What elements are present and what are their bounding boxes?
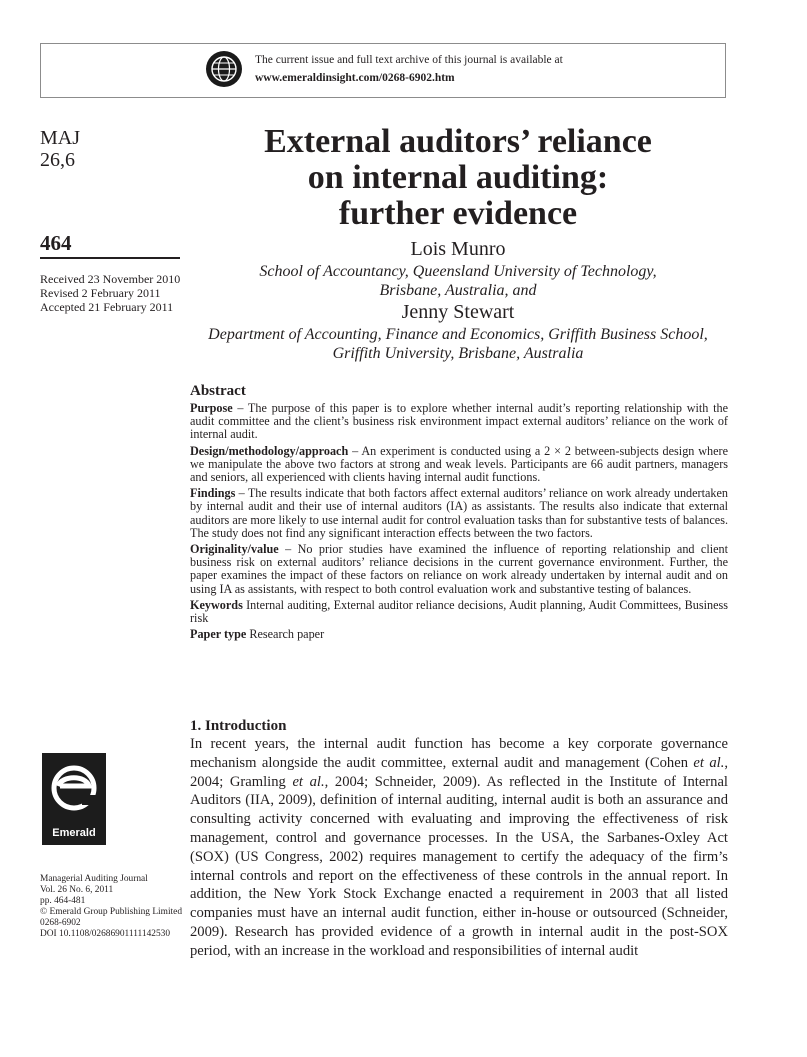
citation-block xyxy=(40,874,182,940)
abstract-text: – The results indicate that both factors affect external auditors’ reliance on work already undertaken by internal audit and their use of internal auditors (IA) as assistants. The results also indicate that external auditors are more likely to use internal audit for control evaluation tasks than for substantive tests of balances. The study does not find any significant interaction effects between the two factors. xyxy=(190,486,728,540)
article-title xyxy=(190,124,726,232)
citation-pages: pp. 464-481 xyxy=(40,896,86,906)
revised-date: Revised 2 February 2011 xyxy=(40,286,161,300)
abstract-label: Design/methodology/approach xyxy=(190,443,349,458)
page-number-rule xyxy=(40,257,180,259)
affiliation-line: School of Accountancy, Queensland University of Technology, xyxy=(259,263,657,280)
citation-volume: Vol. 26 No. 6, 2011 xyxy=(40,885,114,895)
received-date: Received 23 November 2010 xyxy=(40,272,181,286)
affiliation-line: Department of Accounting, Finance and Economics, Griffith Business School, xyxy=(208,326,708,343)
author-affiliation xyxy=(190,262,726,300)
archive-url-link[interactable]: www.emeraldinsight.com/0268-6902.htm xyxy=(255,72,455,84)
journal-archive-box xyxy=(40,43,726,98)
author-name: Jenny Stewart xyxy=(401,301,515,323)
author-affiliation xyxy=(190,325,726,363)
citation-journal: Managerial Auditing Journal xyxy=(40,874,148,884)
abstract-purpose xyxy=(190,402,728,442)
abstract-heading: Abstract xyxy=(190,383,246,399)
accepted-date: Accepted 21 February 2011 xyxy=(40,300,174,314)
abstract-design xyxy=(190,445,728,485)
abstract-section xyxy=(190,382,728,644)
archive-notice: The current issue and full text archive of this journal is available at xyxy=(255,54,563,66)
article-history xyxy=(40,272,180,314)
abstract-keywords xyxy=(190,599,728,625)
page-number: 464 xyxy=(40,231,72,255)
intro-text: , 2004; Schneider, 2009). As reflected in the Institute of Internal Auditors (IIA, 2009), definition of internal auditing, internal audit is both an assurance and consulting activity concerned with evaluating and improving the effectiveness of risk management, control and governance processes. In the USA, the Sarbanes-Oxley Act (SOX) (US Congress, 2002) requires management to certify the adequacy of the firm’s internal controls and report on the effectiveness of these controls in the annual report. In addition, the New York Stock Exchange enacted a requirement in 2003 that all listed companies must have an internal audit function, either in-house or outsourced (Schneider, 2009). Research has provided evidence of a growth in internal audit in the post-SOX period, with an increase in the workload and responsibilities of internal audit xyxy=(190,773,728,959)
emerald-e-icon xyxy=(42,753,106,827)
journal-volume-issue: 26,6 xyxy=(40,149,75,171)
introduction-paragraph xyxy=(190,735,728,961)
citation-issn: 0268-6902 xyxy=(40,918,81,928)
title-line: External auditors’ reliance xyxy=(264,123,652,160)
intro-etal: et al. xyxy=(693,754,725,771)
abstract-paper-type xyxy=(190,628,728,641)
citation-publisher: © Emerald Group Publishing Limited xyxy=(40,907,183,917)
section-heading: 1. Introduction xyxy=(190,718,287,734)
abstract-label: Originality/value xyxy=(190,542,279,557)
journal-abbreviation: MAJ xyxy=(40,127,81,149)
citation-doi: DOI 10.1108/02686901111142530 xyxy=(40,929,171,939)
emerald-logo-icon xyxy=(42,753,106,845)
abstract-text: – The purpose of this paper is to explore whether internal audit’s reporting relationship with the audit committee and the client’s business risk environment impact external auditors’ reliance on the work of internal audit. xyxy=(190,401,728,442)
abstract-findings xyxy=(190,487,728,540)
affiliation-line: Brisbane, Australia, and xyxy=(379,282,537,299)
intro-text: In recent years, the internal audit function has become a key corporate governance mechanism alongside the audit committee, external audit and management (Cohen xyxy=(190,736,728,771)
intro-etal: et al. xyxy=(292,773,325,790)
abstract-text: – An experiment is conducted using a 2 × 2 between-subjects design where we manipulate the above two factors at strong and weak levels. Participants are 66 audit partners, managers and seniors, all experienced with clients having internal audit functions. xyxy=(190,443,728,485)
abstract-label: Keywords xyxy=(190,597,243,612)
abstract-text: Internal auditing, External auditor reliance decisions, Audit planning, Audit Committees, Business risk xyxy=(190,597,728,626)
intro-text: , 2004; Gramling xyxy=(190,754,728,790)
abstract-label: Findings xyxy=(190,486,236,501)
abstract-label: Paper type xyxy=(190,627,247,642)
abstract-text: Research paper xyxy=(246,627,325,642)
globe-icon xyxy=(205,50,243,88)
emerald-wordmark: Emerald xyxy=(52,827,96,839)
abstract-text: – No prior studies have examined the influence of reporting relationship and client business risk on external auditors’ reliance decisions in the current governance environment. Further, the paper examines the impact of these factors on reliance on work already undertaken by internal audit and on using IA as assistants, with respect to both control evaluation work and substantive testing of balances. xyxy=(190,542,728,596)
title-line: on internal auditing: xyxy=(307,159,609,196)
title-line: further evidence xyxy=(338,195,578,232)
author-name: Lois Munro xyxy=(410,238,506,260)
affiliation-line: Griffith University, Brisbane, Australia xyxy=(332,345,584,362)
abstract-originality xyxy=(190,543,728,596)
abstract-label: Purpose xyxy=(190,401,233,415)
